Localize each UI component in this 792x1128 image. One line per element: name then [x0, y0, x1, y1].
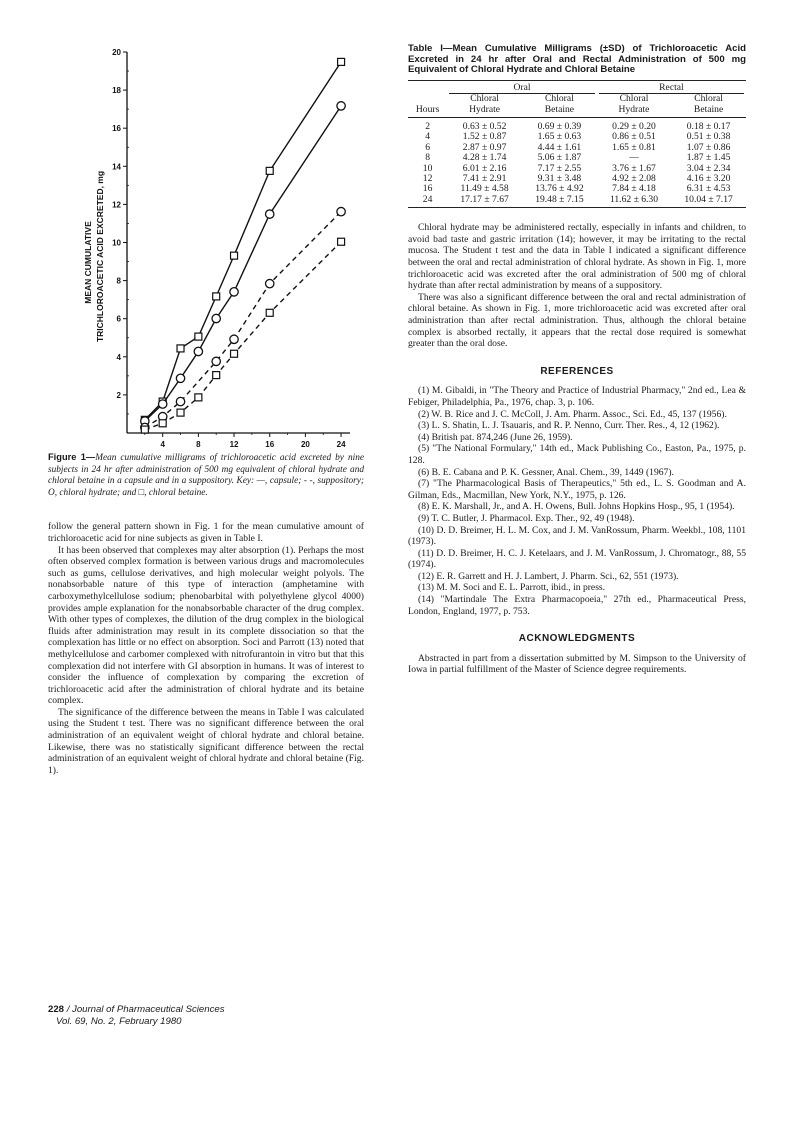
circle-marker: [212, 357, 220, 365]
table-cell-value: 1.65 ± 0.63: [537, 131, 582, 143]
right-body-text: [408, 222, 746, 350]
page-footer: [48, 1004, 225, 1027]
table-header-rectal-cell: [597, 80, 746, 94]
circle-marker: [158, 400, 166, 408]
x-tick-label: 8: [196, 440, 201, 449]
circle-marker: [176, 397, 184, 405]
x-tick-label: 16: [265, 440, 275, 449]
series-line-solid-circle: [145, 106, 341, 421]
table-cell-value: 1.87 ± 1.45: [686, 152, 731, 164]
table-title: Table I—Mean Cumulative Milligrams (±SD) of Trichloroacetic Acid Excreted in 24 hr after Oral and Rectal Administration of 500 mg Equivalent of Chloral Hydrate and Chloral Betaine: [408, 43, 746, 76]
right-column: [408, 44, 746, 676]
col-rectal-ch-1: Chloral: [619, 93, 649, 105]
table-cell-value: 0.29 ± 0.20: [612, 121, 656, 132]
table-cell-hours: 2: [425, 121, 430, 132]
left-column: [48, 40, 364, 776]
col-oral-ch-2: Hydrate: [447, 105, 522, 118]
table-cell-value: 6.31 ± 4.53: [686, 183, 731, 195]
square-marker: [231, 350, 238, 357]
col-oral-cb-1: Chloral: [545, 93, 574, 105]
col-rectal-ch-2: Hydrate: [597, 105, 671, 118]
table-cell-value: 11.49 ± 4.58: [460, 183, 509, 195]
table-cell-hours: 6: [425, 141, 430, 153]
col-rectal-cb-1: Chloral: [694, 93, 723, 105]
left-body-text: [48, 521, 364, 776]
table-cell-value: 4.16 ± 3.20: [686, 173, 731, 185]
table-cell-hours: 12: [422, 173, 433, 185]
circle-marker: [230, 288, 238, 296]
reference-item: (1) M. Gibaldi, in "The Theory and Practice of Industrial Pharmacy," 2nd ed., Lea & Febiger, Philadelphia, Pa., 1976, chap. 3, p. 106.: [408, 385, 746, 408]
results-table: [408, 80, 746, 208]
x-tick-label: 4: [160, 440, 165, 449]
table-header-oral-cell: [447, 80, 597, 94]
y-tick-label: 16: [112, 124, 121, 134]
table-cell-value: 0.63 ± 0.52: [462, 121, 507, 132]
square-marker: [141, 426, 148, 433]
y-tick-label: 12: [112, 200, 121, 210]
body-paragraph: follow the general pattern shown in Fig. 1 for the mean cumulative amount of trichloroacetic acid for nine subjects as given in Table I.: [48, 521, 364, 544]
reference-item: (4) British pat. 874,246 (June 26, 1959).: [418, 431, 573, 443]
x-tick-label: 24: [336, 440, 346, 449]
circle-marker: [266, 210, 274, 218]
x-axis-label: [213, 449, 244, 450]
table-cell-value: 6.01 ± 2.16: [462, 162, 507, 174]
references-heading: REFERENCES: [540, 365, 614, 377]
table-group-rectal: Rectal: [599, 83, 744, 94]
square-marker: [213, 293, 220, 300]
table-cell-value: 9.31 ± 3.48: [537, 173, 582, 185]
acknowledgments-heading: ACKNOWLEDGMENTS: [518, 633, 636, 645]
table-cell-hours: 4: [425, 131, 430, 143]
journal-volume: Vol. 69, No. 2, February 1980: [56, 1015, 182, 1027]
circle-marker: [212, 314, 220, 322]
reference-item: (2) W. B. Rice and J. C. McColl, J. Am. Pharm. Assoc., Sci. Ed., 45, 137 (1956).: [418, 408, 727, 420]
table-cell-value: 3.04 ± 2.34: [686, 162, 731, 174]
circle-marker: [230, 335, 238, 343]
table-cell-value: 0.69 ± 0.39: [537, 121, 582, 132]
reference-item: (9) T. C. Butler, J. Pharmacol. Exp. Ther., 92, 49 (1948).: [418, 512, 635, 524]
table-cell-value: 1.65 ± 0.81: [612, 141, 656, 153]
y-tick-label: 10: [112, 238, 121, 248]
figure-caption-label: Figure 1—: [48, 452, 96, 462]
figure-caption: [48, 452, 364, 499]
reference-item: (11) D. D. Breimer, H. C. J. Ketelaars, and J. M. VanRossum, J. Chromatogr., 88, 55 (1974).: [408, 547, 746, 571]
col-hours: Hours: [408, 105, 447, 118]
table-cell-value: 7.84 ± 4.18: [612, 183, 656, 195]
circle-marker: [337, 207, 345, 215]
y-tick-label: 18: [112, 86, 121, 96]
series-line-dashed-square: [145, 242, 341, 430]
y-tick-label: 8: [116, 276, 121, 286]
y-tick-label: 20: [112, 48, 121, 57]
square-marker: [266, 167, 273, 174]
table-body: [408, 118, 746, 208]
table-cell-value: 19.48 ± 7.15: [522, 195, 597, 208]
table-cell-hours: 10: [422, 162, 433, 174]
table-row: [408, 195, 746, 208]
square-marker: [195, 333, 202, 340]
reference-item: (3) L. S. Shatin, L. J. Tsauaris, and R. P. Nenno, Curr. Ther. Res., 4, 12 (1962).: [418, 420, 720, 432]
table-cell-value: 1.07 ± 0.86: [686, 141, 731, 153]
acknowledgments-text: Abstracted in part from a dissertation submitted by M. Simpson to the University of Iowa in partial fulfillment of the Master of Science degree requirements.: [408, 652, 746, 676]
square-marker: [338, 238, 345, 245]
page-number: 228: [48, 1004, 65, 1015]
body-paragraph: Chloral hydrate may be administered rectally, especially in infants and children, to avoid bad taste and gastric irritation (14); however, it may be irritating to the rectal mucosa. The Student t test and the data in Table I indicated a significant difference between the oral and rectal administration of chloral hydrate. As shown in Fig. 1, more trichloroacetic acid was excreted after the oral administration of 500 mg of chloral hydrate than after rectal administration by means of a suppository.: [408, 222, 746, 292]
body-paragraph: The significance of the difference between the means in Table I was calculated using the Student t test. There was no significant difference between the oral administration of an equivalent weight of chloral hydrate and chloral betaine. Likewise, there was no statistically significant difference between the rectal administration of an equivalent weight of chloral hydrate and chloral betaine (Fig. 1).: [48, 706, 364, 776]
table-cell-hours: 16: [422, 183, 433, 195]
square-marker: [177, 345, 184, 352]
reference-item: (12) E. R. Garrett and H. J. Lambert, J. Pharm. Sci., 62, 551 (1973).: [418, 570, 679, 582]
circle-marker: [266, 279, 274, 287]
square-marker: [231, 252, 238, 259]
table-cell-value: 2.87 ± 0.97: [462, 141, 507, 153]
reference-item: (10) D. D. Breimer, H. L. M. Cox, and J. M. VanRossum, Pharm. Weekbl., 108, 1101 (1973).: [408, 524, 746, 548]
table-cell-hours: 8: [425, 152, 430, 164]
table-cell-value: 11.62 ± 6.30: [597, 195, 671, 208]
square-marker: [213, 372, 220, 379]
acknowledgments: [408, 653, 746, 676]
col-rectal-cb-2: Betaine: [671, 105, 746, 118]
circle-marker: [194, 347, 202, 355]
square-marker: [159, 420, 166, 427]
table-group-oral: Oral: [449, 83, 595, 94]
x-tick-label: 12: [229, 440, 239, 449]
y-tick-label: 2: [116, 390, 121, 400]
x-tick-label: 20: [300, 440, 310, 449]
references-list: [408, 385, 746, 617]
y-axis-label-line-1: MEAN CUMULATIVE: [83, 221, 93, 304]
table-row: [408, 118, 746, 133]
square-marker: [195, 394, 202, 401]
table-header-blank: [408, 80, 447, 94]
table-cell-value: 0.86 ± 0.51: [612, 131, 656, 143]
table-cell-value: 4.44 ± 1.61: [537, 141, 582, 153]
reference-item: (5) "The National Formulary," 14th ed., Mack Publishing Co., Easton, Pa., 1975, p. 128.: [408, 443, 746, 466]
table-cell-value: 5.06 ± 1.87: [537, 152, 582, 164]
square-marker: [266, 309, 273, 316]
square-marker: [177, 409, 184, 416]
series-line-dashed-circle: [145, 212, 341, 428]
figure-1-chart: [48, 40, 364, 450]
reference-item: (14) "Martindale The Extra Pharmacopoeia," 27th ed., Pharmaceutical Press, London, England, 1977, p. 753.: [408, 594, 746, 617]
table-cell-value: 10.04 ± 7.17: [671, 195, 746, 208]
col-oral-cb-2: Betaine: [522, 105, 597, 118]
col-oral-ch-1: Chloral: [470, 93, 499, 105]
square-marker: [338, 58, 345, 65]
y-axis-label-line-2: TRICHLOROACETIC ACID EXCRETED, mg: [95, 170, 105, 343]
reference-item: (8) E. K. Marshall, Jr., and A. H. Owens, Bull. Johns Hopkins Hosp., 95, 1 (1954).: [418, 501, 735, 513]
reference-item: (13) M. M. Soci and E. L. Parrott, ibid., in press.: [418, 582, 606, 594]
circle-marker: [337, 102, 345, 110]
y-tick-label: 14: [112, 162, 121, 172]
y-tick-label: 4: [116, 352, 121, 362]
table-cell-value: 0.51 ± 0.38: [686, 131, 731, 143]
body-paragraph: There was also a significant difference between the oral and rectal administration of chloral betaine. As shown in Fig. 1, more trichloroacetic acid was excreted after oral administration than after rectal administration. Thus, although the chloral betaine complex is absorbed rectally, it appears that the rectal dose required is somewhat greater than the oral dose.: [408, 291, 746, 350]
reference-item: (6) B. E. Cabana and P. K. Gessner, Anal. Chem., 39, 1449 (1967).: [418, 466, 674, 478]
figure-caption-text: Mean cumulative milligrams of trichloroacetic acid excreted by nine subjects in 24 hr after administration of 500 mg equivalent of chloral hydrate and chloral betaine in a capsule and in a suppository. Key: —, capsule; - -, suppository; O, chloral hydrate; and □, chloral betaine.: [48, 453, 364, 498]
journal-name: / Journal of Pharmaceutical Sciences: [66, 1004, 225, 1015]
body-paragraph: It has been observed that complexes may alter absorption (1). Perhaps the most often observed complex formation is between various drugs and macromolecules such as gums, cellulose derivatives, and high molecular weight polyols. The nonabsorbable nature of this type of interaction (amphetamine with carboxymethylcellulose sodium; phenobarbital with polyethylene glycol 4000) provides ample explanation for the nonabsorbable character of the drug complex. With other types of complexes, the dilution of the drug complex in the biological fluids after administration may result in its complete dissociation so that the complexation has little or no effect on absorption. Soci and Parrott (13) noted that methylcellulose and carbomer complexed with nitrofurantoin in vitro but that this complexation did not interfere with GI absorption in humans. It was of interest to consider the influence of complexation by comparing the excretion of trichloroacetic acid after the administration of chloral hydrate and its betaine complex.: [48, 544, 364, 707]
table-cell-value: 7.41 ± 2.91: [462, 173, 507, 185]
table-cell-value: 17.17 ± 7.67: [447, 195, 522, 208]
table-cell-hours: 24: [408, 195, 447, 208]
table-cell-value: 13.76 ± 4.92: [535, 183, 584, 195]
table-cell-value: 4.92 ± 2.08: [612, 173, 656, 185]
y-tick-label: 6: [116, 314, 121, 324]
table-cell-value: 4.28 ± 1.74: [462, 152, 507, 164]
table-cell-value: —: [629, 152, 639, 164]
table-cell-value: 7.17 ± 2.55: [537, 162, 582, 174]
reference-item: (7) "The Pharmacological Basis of Therapeutics," 5th ed., L. S. Goodman and A. Gilman, Eds., Macmillan, New York, N.Y., 1975, p. 126.: [408, 478, 746, 501]
table-cell-value: 0.18 ± 0.17: [686, 121, 731, 132]
table-cell-value: 1.52 ± 0.87: [462, 131, 507, 143]
circle-marker: [176, 374, 184, 382]
table-cell-value: 3.76 ± 1.67: [612, 162, 656, 174]
